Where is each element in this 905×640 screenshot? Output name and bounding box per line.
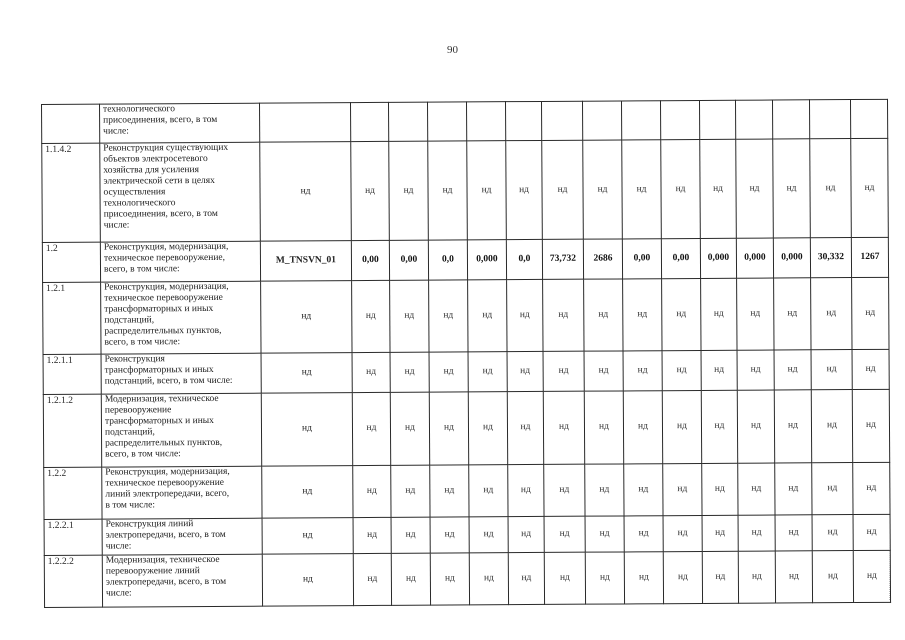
row-code: 1.2.1 — [43, 282, 101, 355]
value-cell: нд — [702, 515, 738, 552]
row-code: 1.2.2.2 — [44, 555, 102, 607]
value-cell: нд — [352, 353, 390, 393]
value-cell: нд — [584, 351, 623, 391]
value-cell: нд — [543, 391, 584, 464]
value-cell: нд — [353, 517, 391, 554]
value-cell: нд — [811, 350, 852, 390]
value-cell: нд — [853, 550, 890, 602]
value-cell: нд — [469, 516, 508, 553]
value-cell: нд — [774, 350, 811, 390]
value-cell: нд — [852, 389, 889, 462]
row-label: Реконструкция линий электропередачи, всего, в том числе: — [102, 518, 262, 555]
value-cell: нд — [353, 553, 391, 605]
value-cell — [388, 102, 427, 142]
table-row — [44, 462, 890, 519]
value-cell — [621, 101, 660, 141]
table-row — [43, 389, 889, 467]
value-cell: нд — [662, 278, 701, 351]
value-cell: нд — [542, 141, 584, 240]
value-cell: 0,0 — [506, 240, 542, 280]
row-identifier: нд — [261, 280, 352, 353]
row-label: Реконструкция существующих объектов электросетевого хозяйства для усиления электрической сети в целях осуществления технологического присоединения, всего, в том числе: — [100, 143, 261, 243]
value-cell: нд — [429, 280, 468, 353]
row-code: 1.2.1.2 — [43, 394, 101, 467]
value-cell: нд — [585, 552, 624, 604]
value-cell: нд — [852, 350, 889, 390]
value-cell: нд — [737, 390, 774, 463]
value-cell: нд — [663, 551, 702, 603]
value-cell: нд — [811, 277, 852, 350]
value-cell: нд — [773, 139, 811, 238]
row-identifier: нд — [262, 554, 353, 607]
value-cell: 0,000 — [700, 238, 736, 278]
value-cell: нд — [623, 351, 662, 391]
value-cell: нд — [775, 462, 812, 514]
value-cell: 0,00 — [389, 240, 428, 280]
value-cell: нд — [391, 465, 430, 517]
value-cell: нд — [469, 464, 508, 516]
value-cell: 0,00 — [351, 241, 389, 281]
value-cell — [809, 100, 850, 140]
value-cell: нд — [623, 278, 662, 351]
value-cell: нд — [352, 392, 390, 465]
value-cell: нд — [622, 140, 662, 239]
page-number: 90 — [447, 44, 458, 56]
row-label: Реконструкция трансформаторных и иных подстанций, всего, в том числе: — [101, 354, 261, 394]
value-cell: нд — [852, 277, 889, 350]
value-cell: нд — [662, 390, 701, 463]
value-cell: нд — [390, 392, 429, 465]
value-cell: 30,332 — [810, 238, 851, 278]
table-row — [44, 550, 890, 607]
value-cell: нд — [507, 352, 543, 392]
value-cell: нд — [851, 139, 889, 238]
value-cell: нд — [702, 463, 738, 515]
value-cell: нд — [623, 391, 662, 464]
value-cell: нд — [543, 279, 584, 352]
value-cell: нд — [468, 279, 507, 352]
value-cell: 1267 — [851, 238, 888, 278]
row-code: 1.1.4.2 — [42, 144, 101, 243]
value-cell — [660, 100, 699, 140]
value-cell: нд — [430, 553, 469, 605]
value-cell: 73,732 — [542, 239, 583, 279]
value-cell: нд — [507, 391, 543, 464]
value-cell: нд — [583, 140, 623, 239]
value-cell: 0,000 — [736, 238, 773, 278]
value-cell: нд — [737, 278, 774, 351]
value-cell: нд — [737, 350, 774, 390]
row-identifier — [259, 103, 350, 143]
row-label: Реконструкция, модернизация, техническое перевооружение трансформаторных и иных подстанций, распределительных пунктов, всего, в том числе: — [101, 281, 261, 355]
value-cell — [427, 102, 466, 142]
value-cell — [505, 101, 541, 141]
value-cell: нд — [738, 463, 775, 515]
value-cell — [466, 102, 505, 142]
row-identifier: нд — [262, 465, 353, 518]
value-cell: нд — [544, 552, 585, 604]
value-cell: нд — [544, 516, 585, 553]
value-cell: нд — [585, 516, 624, 553]
value-cell: нд — [429, 392, 468, 465]
value-cell: нд — [624, 552, 663, 604]
value-cell: нд — [507, 279, 543, 352]
value-cell: нд — [585, 464, 624, 516]
value-cell: 2686 — [583, 239, 622, 279]
value-cell: нд — [663, 463, 702, 515]
row-identifier: нд — [261, 353, 352, 393]
value-cell: нд — [661, 140, 701, 239]
value-cell: нд — [351, 142, 390, 241]
value-cell — [541, 101, 582, 141]
table-row — [42, 139, 889, 243]
row-label: Модернизация, техническое перевооружение трансформаторных и иных подстанций, распределительных пунктов, всего, в том числе: — [101, 393, 261, 467]
value-cell: нд — [390, 280, 429, 353]
value-cell: нд — [736, 140, 774, 239]
value-cell: нд — [430, 516, 469, 553]
value-cell: нд — [508, 464, 544, 516]
table-row — [44, 514, 890, 556]
row-label: Модернизация, техническое перевооружение линий электропередачи, всего, в том числе: — [102, 554, 262, 607]
value-cell: 0,00 — [661, 239, 700, 279]
row-code: 1.2 — [42, 242, 100, 282]
value-cell: нд — [701, 351, 737, 391]
value-cell: нд — [774, 277, 811, 350]
value-cell: нд — [812, 462, 853, 514]
row-code: 1.2.1.1 — [43, 355, 101, 395]
value-cell: нд — [584, 279, 623, 352]
row-identifier: M_TNSVN_01 — [260, 241, 351, 281]
value-cell: нд — [738, 515, 775, 552]
value-cell: нд — [624, 463, 663, 515]
value-cell: 0,000 — [467, 240, 506, 280]
row-label: технологического присоединения, всего, в том числе: — [100, 103, 260, 143]
value-cell: нд — [508, 552, 544, 604]
value-cell: нд — [853, 514, 890, 551]
value-cell: нд — [738, 551, 775, 603]
row-label: Реконструкция, модернизация, техническое перевооружение линий электропередачи, всего, в том числе: — [102, 466, 262, 519]
row-identifier: нд — [262, 517, 353, 554]
value-cell: 0,000 — [773, 238, 810, 278]
value-cell — [850, 99, 887, 139]
value-cell: нд — [662, 351, 701, 391]
value-cell: нд — [811, 389, 852, 462]
value-cell: нд — [352, 280, 390, 353]
value-cell: нд — [391, 553, 430, 605]
table-row — [42, 238, 888, 283]
value-cell: нд — [812, 514, 853, 551]
value-cell: нд — [624, 515, 663, 552]
row-code: 1.2.2.1 — [44, 519, 102, 556]
value-cell: нд — [468, 352, 507, 392]
value-cell: нд — [775, 514, 812, 551]
row-code: 1.2.2 — [44, 467, 102, 519]
table-body — [42, 99, 891, 607]
value-cell: нд — [812, 550, 853, 602]
scan-edge-mark — [889, 540, 891, 600]
row-identifier: нд — [261, 393, 352, 466]
value-cell — [735, 100, 772, 140]
table-row — [42, 99, 888, 144]
investment-program-table — [41, 99, 891, 608]
table-row — [43, 350, 889, 395]
value-cell: нд — [584, 391, 623, 464]
value-cell: нд — [701, 278, 737, 351]
value-cell — [350, 102, 388, 142]
value-cell: нд — [700, 140, 737, 239]
value-cell: нд — [702, 551, 738, 603]
value-cell: нд — [353, 465, 391, 517]
value-cell: 0,00 — [622, 239, 661, 279]
value-cell: нд — [701, 390, 737, 463]
value-cell: нд — [506, 141, 543, 240]
value-cell: нд — [428, 141, 468, 240]
value-cell — [699, 100, 735, 140]
row-label: Реконструкция, модернизация, техническое перевооружение, всего, в том числе: — [100, 241, 260, 281]
row-identifier: нд — [260, 142, 352, 241]
value-cell: нд — [853, 462, 890, 514]
value-cell: нд — [391, 517, 430, 554]
value-cell: нд — [508, 516, 544, 553]
value-cell — [772, 100, 809, 140]
value-cell: нд — [663, 515, 702, 552]
row-code — [42, 104, 100, 144]
value-cell: нд — [389, 142, 429, 241]
value-cell: 0,0 — [428, 240, 467, 280]
value-cell: нд — [775, 551, 812, 603]
value-cell: нд — [429, 352, 468, 392]
value-cell: нд — [467, 141, 507, 240]
value-cell: нд — [468, 392, 507, 465]
value-cell: нд — [774, 390, 811, 463]
value-cell: нд — [469, 553, 508, 605]
value-cell — [582, 101, 621, 141]
table-row — [43, 277, 889, 355]
value-cell: нд — [544, 464, 585, 516]
value-cell: нд — [810, 139, 852, 238]
value-cell: нд — [543, 352, 584, 392]
value-cell: нд — [430, 465, 469, 517]
value-cell: нд — [390, 353, 429, 393]
